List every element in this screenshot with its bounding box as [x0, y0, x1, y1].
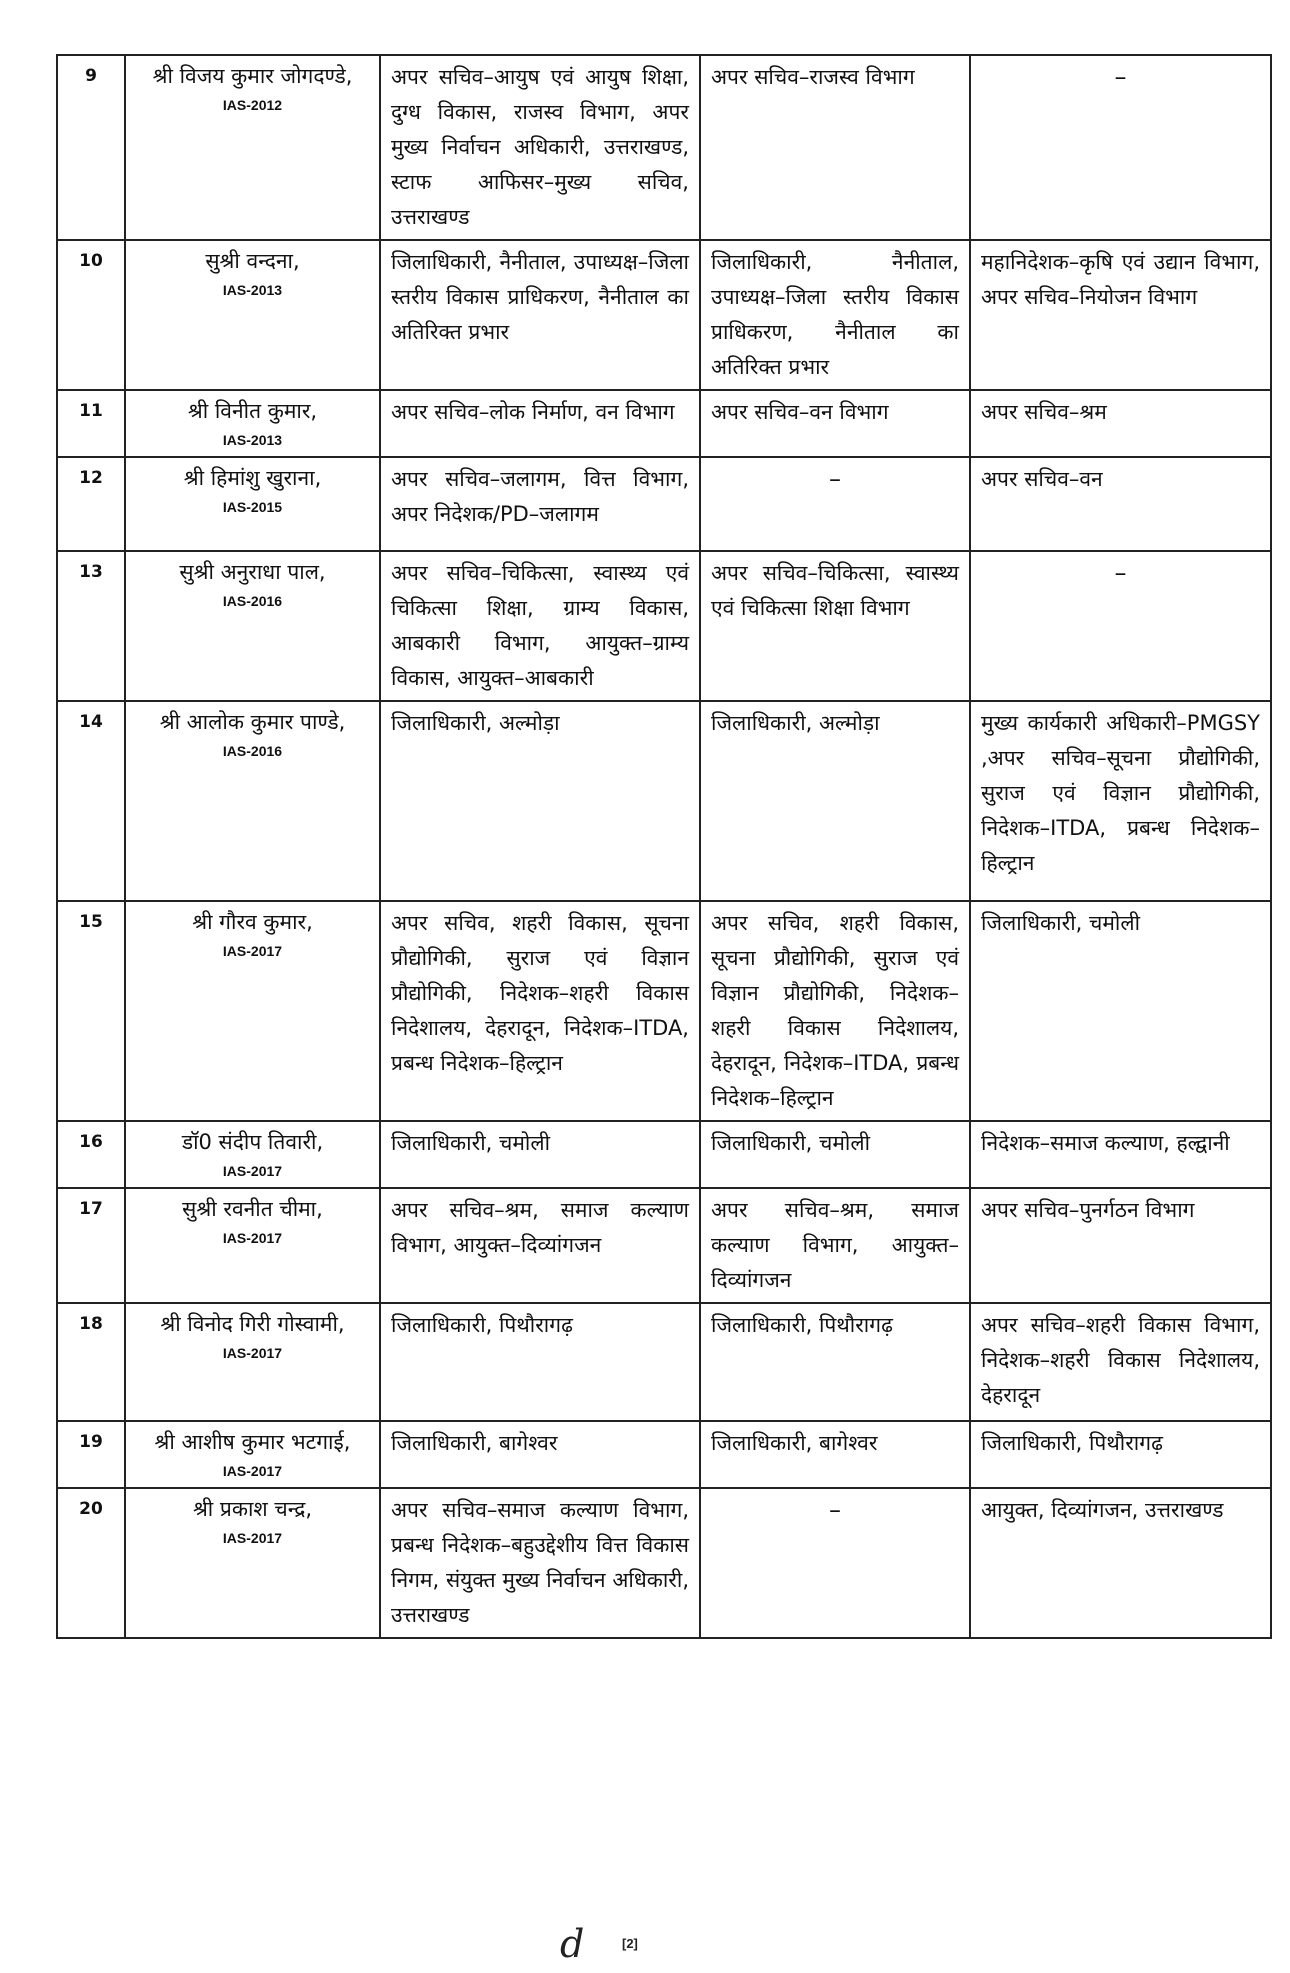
new-posting-cell: जिलाधिकारी, चमोली: [970, 901, 1271, 1121]
serial-number-cell: 18: [57, 1303, 125, 1421]
officer-cell: [125, 390, 380, 457]
current-posting-cell: अपर सचिव, शहरी विकास, सूचना प्रौद्योगिकी, सुराज एवं विज्ञान प्रौद्योगिकी, निदेशक–शहरी विकास निदेशालय, देहरादून, निदेशक–ITDA, प्रबन्ध निदेशक–हिल्ट्रान: [380, 901, 700, 1121]
officer-cell: [125, 901, 380, 1121]
officer-batch: IAS-2013: [222, 282, 283, 298]
transfer-order-page: [56, 54, 1270, 1639]
table-row: [57, 1303, 1271, 1421]
officer-name: श्री आशीष कुमार भटगाई,: [154, 1430, 351, 1454]
serial-number-cell: 16: [57, 1121, 125, 1188]
officer-batch: IAS-2016: [222, 743, 283, 759]
table-row: [57, 1188, 1271, 1303]
officer-cell: [125, 457, 380, 551]
officer-cell: [125, 240, 380, 390]
current-posting-cell: जिलाधिकारी, अल्मोड़ा: [380, 701, 700, 901]
current-posting-cell: अपर सचिव–लोक निर्माण, वन विभाग: [380, 390, 700, 457]
officer-batch: IAS-2017: [222, 1230, 283, 1246]
officer-cell: [125, 551, 380, 701]
new-posting-cell: जिलाधिकारी, पिथौरागढ़: [970, 1421, 1271, 1488]
table-row: [57, 390, 1271, 457]
serial-number-cell: 20: [57, 1488, 125, 1638]
officer-batch: IAS-2017: [222, 1463, 283, 1479]
table-row: [57, 240, 1271, 390]
current-posting-cell: जिलाधिकारी, बागेश्वर: [380, 1421, 700, 1488]
officer-cell: [125, 1421, 380, 1488]
officer-batch: IAS-2017: [222, 1530, 283, 1546]
table-row: [57, 457, 1271, 551]
current-posting-cell: जिलाधिकारी, नैनीताल, उपाध्यक्ष–जिला स्तरीय विकास प्राधिकरण, नैनीताल का अतिरिक्त प्रभार: [380, 240, 700, 390]
officer-batch: IAS-2017: [222, 943, 283, 959]
retained-posting-cell: जिलाधिकारी, चमोली: [700, 1121, 970, 1188]
table-row: [57, 55, 1271, 240]
retained-posting-cell: जिलाधिकारी, बागेश्वर: [700, 1421, 970, 1488]
new-posting-cell: महानिदेशक–कृषि एवं उद्यान विभाग, अपर सचिव–नियोजन विभाग: [970, 240, 1271, 390]
retained-posting-cell: जिलाधिकारी, नैनीताल, उपाध्यक्ष–जिला स्तरीय विकास प्राधिकरण, नैनीताल का अतिरिक्त प्रभार: [700, 240, 970, 390]
serial-number-cell: 12: [57, 457, 125, 551]
new-posting-cell: –: [970, 55, 1271, 240]
officer-batch: IAS-2013: [222, 432, 283, 448]
officer-cell: [125, 1121, 380, 1188]
officer-batch: IAS-2012: [222, 97, 283, 113]
page-number: [2]: [622, 1936, 638, 1951]
new-posting-cell: मुख्य कार्यकारी अधिकारी–PMGSY ,अपर सचिव–सूचना प्रौद्योगिकी, सुराज एवं विज्ञान प्रौद्योगिकी, निदेशक–ITDA, प्रबन्ध निदेशक– हिल्ट्रान: [970, 701, 1271, 901]
retained-posting-cell: –: [700, 457, 970, 551]
current-posting-cell: अपर सचिव–समाज कल्याण विभाग, प्रबन्ध निदेशक–बहुउद्देशीय वित्त विकास निगम, संयुक्त मुख्य निर्वाचन अधिकारी, उत्तराखण्ड: [380, 1488, 700, 1638]
serial-number-cell: 17: [57, 1188, 125, 1303]
serial-number-cell: 13: [57, 551, 125, 701]
officer-cell: [125, 1488, 380, 1638]
current-posting-cell: जिलाधिकारी, पिथौरागढ़: [380, 1303, 700, 1421]
officer-cell: [125, 55, 380, 240]
retained-posting-cell: अपर सचिव–वन विभाग: [700, 390, 970, 457]
retained-posting-cell: अपर सचिव–श्रम, समाज कल्याण विभाग, आयुक्त–दिव्यांगजन: [700, 1188, 970, 1303]
table-row: [57, 901, 1271, 1121]
officer-name: सुश्री रवनीत चीमा,: [182, 1197, 323, 1221]
current-posting-cell: जिलाधिकारी, चमोली: [380, 1121, 700, 1188]
new-posting-cell: –: [970, 551, 1271, 701]
officer-posting-table: [56, 54, 1272, 1639]
current-posting-cell: अपर सचिव–चिकित्सा, स्वास्थ्य एवं चिकित्सा शिक्षा, ग्राम्य विकास, आबकारी विभाग, आयुक्त–ग्राम्य विकास, आयुक्त–आबकारी: [380, 551, 700, 701]
officer-name: सुश्री वन्दना,: [205, 249, 300, 273]
serial-number-cell: 15: [57, 901, 125, 1121]
officer-cell: [125, 701, 380, 901]
current-posting-cell: अपर सचिव–श्रम, समाज कल्याण विभाग, आयुक्त–दिव्यांगजन: [380, 1188, 700, 1303]
officer-name: श्री आलोक कुमार पाण्डे,: [159, 710, 346, 734]
new-posting-cell: निदेशक–समाज कल्याण, हल्द्वानी: [970, 1121, 1271, 1188]
retained-posting-cell: जिलाधिकारी, अल्मोड़ा: [700, 701, 970, 901]
officer-name: सुश्री अनुराधा पाल,: [179, 560, 326, 584]
signature: d: [560, 1922, 585, 1966]
table-row: [57, 551, 1271, 701]
new-posting-cell: अपर सचिव–श्रम: [970, 390, 1271, 457]
serial-number-cell: 19: [57, 1421, 125, 1488]
retained-posting-cell: अपर सचिव–चिकित्सा, स्वास्थ्य एवं चिकित्सा शिक्षा विभाग: [700, 551, 970, 701]
table-row: [57, 701, 1271, 901]
table-row: [57, 1488, 1271, 1638]
officer-cell: [125, 1188, 380, 1303]
officer-name: श्री गौरव कुमार,: [192, 910, 313, 934]
retained-posting-cell: –: [700, 1488, 970, 1638]
officer-batch: IAS-2017: [222, 1345, 283, 1361]
officer-name: डॉ0 संदीप तिवारी,: [181, 1130, 324, 1154]
table-row: [57, 1421, 1271, 1488]
new-posting-cell: आयुक्त, दिव्यांगजन, उत्तराखण्ड: [970, 1488, 1271, 1638]
retained-posting-cell: जिलाधिकारी, पिथौरागढ़: [700, 1303, 970, 1421]
officer-batch: IAS-2015: [222, 499, 283, 515]
serial-number-cell: 9: [57, 55, 125, 240]
table-row: [57, 1121, 1271, 1188]
retained-posting-cell: अपर सचिव, शहरी विकास, सूचना प्रौद्योगिकी, सुराज एवं विज्ञान प्रौद्योगिकी, निदेशक–शहरी विकास निदेशालय, देहरादून, निदेशक–ITDA, प्रबन्ध निदेशक–हिल्ट्रान: [700, 901, 970, 1121]
retained-posting-cell: अपर सचिव–राजस्व विभाग: [700, 55, 970, 240]
officer-name: श्री प्रकाश चन्द्र,: [192, 1497, 313, 1521]
serial-number-cell: 14: [57, 701, 125, 901]
officer-name: श्री विजय कुमार जोगदण्डे,: [152, 64, 353, 88]
serial-number-cell: 10: [57, 240, 125, 390]
officer-cell: [125, 1303, 380, 1421]
new-posting-cell: अपर सचिव–वन: [970, 457, 1271, 551]
serial-number-cell: 11: [57, 390, 125, 457]
new-posting-cell: अपर सचिव–शहरी विकास विभाग, निदेशक–शहरी विकास निदेशालय, देहरादून: [970, 1303, 1271, 1421]
officer-name: श्री विनोद गिरी गोस्वामी,: [160, 1312, 345, 1336]
new-posting-cell: अपर सचिव–पुनर्गठन विभाग: [970, 1188, 1271, 1303]
officer-batch: IAS-2016: [222, 593, 283, 609]
officer-name: श्री विनीत कुमार,: [187, 399, 318, 423]
current-posting-cell: अपर सचिव–जलागम, वित्त विभाग, अपर निदेशक/PD–जलागम: [380, 457, 700, 551]
officer-name: श्री हिमांशु खुराना,: [183, 466, 322, 490]
current-posting-cell: अपर सचिव–आयुष एवं आयुष शिक्षा, दुग्ध विकास, राजस्व विभाग, अपर मुख्य निर्वाचन अधिकारी, उत्तराखण्ड, स्टाफ आफिसर–मुख्य सचिव, उत्तराखण्ड: [380, 55, 700, 240]
officer-batch: IAS-2017: [222, 1163, 283, 1179]
